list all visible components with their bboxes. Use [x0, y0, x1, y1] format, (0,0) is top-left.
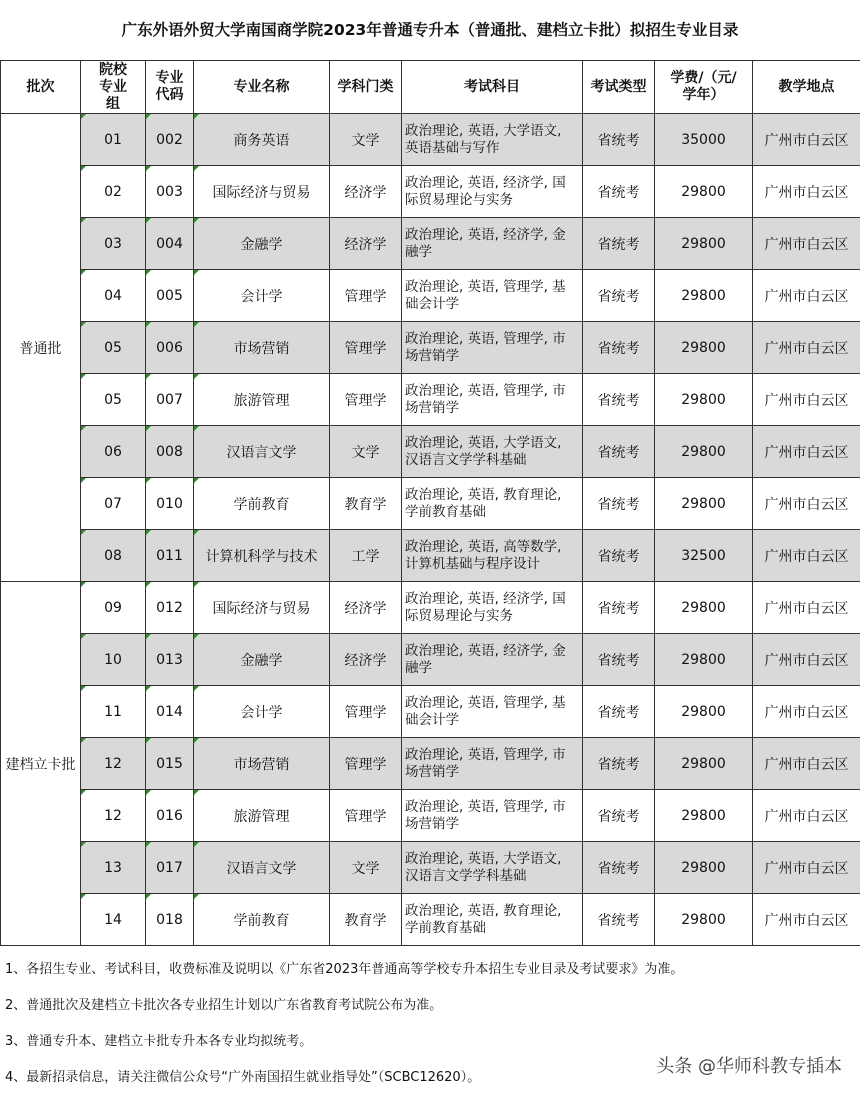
location-cell: 广州市白云区 — [753, 582, 860, 634]
header-group: 院校专业组 — [81, 61, 146, 114]
subjects-cell: 政治理论, 英语, 经济学, 金融学 — [402, 218, 583, 270]
table-row — [1, 894, 860, 946]
group-cell: 02 — [81, 166, 146, 218]
subjects-cell: 政治理论, 英语, 管理学, 市场营销学 — [402, 738, 583, 790]
code-cell: 002 — [146, 114, 194, 166]
header-location: 教学地点 — [753, 61, 860, 114]
page-title: 广东外语外贸大学南国商学院2023年普通专升本（普通批、建档立卡批）拟招生专业目录 — [121, 21, 739, 39]
group-cell: 13 — [81, 842, 146, 894]
fee-cell: 35000 — [655, 114, 753, 166]
fee-cell: 29800 — [655, 478, 753, 530]
group-cell: 12 — [81, 738, 146, 790]
exam-type-cell: 省统考 — [583, 218, 655, 270]
discipline-cell: 管理学 — [330, 738, 402, 790]
table-row — [1, 686, 860, 738]
code-cell: 011 — [146, 530, 194, 582]
discipline-cell: 管理学 — [330, 322, 402, 374]
group-cell: 03 — [81, 218, 146, 270]
table-row — [1, 530, 860, 582]
subjects-cell: 政治理论, 英语, 高等数学, 计算机基础与程序设计 — [402, 530, 583, 582]
location-cell: 广州市白云区 — [753, 218, 860, 270]
code-cell: 006 — [146, 322, 194, 374]
group-cell: 04 — [81, 270, 146, 322]
header-batch: 批次 — [1, 61, 81, 114]
group-cell: 14 — [81, 894, 146, 946]
note-item: 3、普通专升本、建档立卡批专升本各专业均拟统考。 — [5, 1034, 313, 1049]
code-cell: 018 — [146, 894, 194, 946]
discipline-cell: 文学 — [330, 114, 402, 166]
discipline-cell: 工学 — [330, 530, 402, 582]
note-item: 1、各招生专业、考试科目，收费标准及说明以《广东省2023年普通高等学校专升本招生专业目录及考试要求》为准。 — [5, 962, 684, 977]
subjects-cell: 政治理论, 英语, 经济学, 国际贸易理论与实务 — [402, 166, 583, 218]
batch-cell: 建档立卡批 — [1, 582, 81, 946]
location-cell: 广州市白云区 — [753, 322, 860, 374]
exam-type-cell: 省统考 — [583, 478, 655, 530]
table-row — [1, 738, 860, 790]
table-row — [1, 790, 860, 842]
table-row — [1, 374, 860, 426]
table-row — [1, 478, 860, 530]
major-cell: 会计学 — [194, 270, 330, 322]
exam-type-cell: 省统考 — [583, 426, 655, 478]
location-cell: 广州市白云区 — [753, 894, 860, 946]
group-cell: 09 — [81, 582, 146, 634]
fee-cell: 29800 — [655, 790, 753, 842]
discipline-cell: 文学 — [330, 842, 402, 894]
discipline-cell: 经济学 — [330, 582, 402, 634]
watermark: 头条 @华师科教专插本 — [656, 1056, 842, 1077]
subjects-cell: 政治理论, 英语, 管理学, 市场营销学 — [402, 322, 583, 374]
subjects-cell: 政治理论, 英语, 教育理论, 学前教育基础 — [402, 478, 583, 530]
discipline-cell: 管理学 — [330, 374, 402, 426]
exam-type-cell: 省统考 — [583, 114, 655, 166]
table-row — [1, 634, 860, 686]
header-major: 专业名称 — [194, 61, 330, 114]
exam-type-cell: 省统考 — [583, 582, 655, 634]
fee-cell: 32500 — [655, 530, 753, 582]
exam-type-cell: 省统考 — [583, 686, 655, 738]
fee-cell: 29800 — [655, 426, 753, 478]
code-cell: 014 — [146, 686, 194, 738]
header-exam-type: 考试类型 — [583, 61, 655, 114]
group-cell: 07 — [81, 478, 146, 530]
fee-cell: 29800 — [655, 686, 753, 738]
major-cell: 金融学 — [194, 634, 330, 686]
discipline-cell: 教育学 — [330, 478, 402, 530]
table-row — [1, 270, 860, 322]
subjects-cell: 政治理论, 英语, 管理学, 基础会计学 — [402, 686, 583, 738]
major-cell: 汉语言文学 — [194, 426, 330, 478]
major-cell: 金融学 — [194, 218, 330, 270]
table-body — [1, 114, 860, 946]
subjects-cell: 政治理论, 英语, 大学语文, 汉语言文学学科基础 — [402, 842, 583, 894]
fee-cell: 29800 — [655, 374, 753, 426]
exam-type-cell: 省统考 — [583, 634, 655, 686]
major-cell: 商务英语 — [194, 114, 330, 166]
group-cell: 06 — [81, 426, 146, 478]
major-cell: 计算机科学与技术 — [194, 530, 330, 582]
code-cell: 003 — [146, 166, 194, 218]
major-cell: 国际经济与贸易 — [194, 582, 330, 634]
exam-type-cell: 省统考 — [583, 738, 655, 790]
fee-cell: 29800 — [655, 894, 753, 946]
exam-type-cell: 省统考 — [583, 166, 655, 218]
group-cell: 12 — [81, 790, 146, 842]
exam-type-cell: 省统考 — [583, 790, 655, 842]
fee-cell: 29800 — [655, 270, 753, 322]
major-cell: 旅游管理 — [194, 374, 330, 426]
major-cell: 市场营销 — [194, 738, 330, 790]
exam-type-cell: 省统考 — [583, 374, 655, 426]
location-cell: 广州市白云区 — [753, 166, 860, 218]
exam-type-cell: 省统考 — [583, 894, 655, 946]
table-header-row — [1, 61, 860, 114]
major-cell: 学前教育 — [194, 894, 330, 946]
discipline-cell: 经济学 — [330, 166, 402, 218]
major-cell: 旅游管理 — [194, 790, 330, 842]
major-cell: 学前教育 — [194, 478, 330, 530]
header-fee: 学费/（元/学年） — [655, 61, 753, 114]
major-cell: 会计学 — [194, 686, 330, 738]
header-code: 专业代码 — [146, 61, 194, 114]
code-cell: 007 — [146, 374, 194, 426]
location-cell: 广州市白云区 — [753, 738, 860, 790]
exam-type-cell: 省统考 — [583, 530, 655, 582]
subjects-cell: 政治理论, 英语, 教育理论, 学前教育基础 — [402, 894, 583, 946]
code-cell: 010 — [146, 478, 194, 530]
table-row — [1, 582, 860, 634]
fee-cell: 29800 — [655, 842, 753, 894]
discipline-cell: 管理学 — [330, 790, 402, 842]
subjects-cell: 政治理论, 英语, 大学语文, 英语基础与写作 — [402, 114, 583, 166]
discipline-cell: 管理学 — [330, 686, 402, 738]
fee-cell: 29800 — [655, 322, 753, 374]
group-cell: 11 — [81, 686, 146, 738]
fee-cell: 29800 — [655, 218, 753, 270]
table-row — [1, 322, 860, 374]
location-cell: 广州市白云区 — [753, 374, 860, 426]
table-row — [1, 114, 860, 166]
fee-cell: 29800 — [655, 738, 753, 790]
table-row — [1, 166, 860, 218]
code-cell: 012 — [146, 582, 194, 634]
location-cell: 广州市白云区 — [753, 686, 860, 738]
batch-cell: 普通批 — [1, 114, 81, 582]
group-cell: 10 — [81, 634, 146, 686]
fee-cell: 29800 — [655, 166, 753, 218]
location-cell: 广州市白云区 — [753, 426, 860, 478]
exam-type-cell: 省统考 — [583, 270, 655, 322]
table-row — [1, 842, 860, 894]
header-discipline: 学科门类 — [330, 61, 402, 114]
subjects-cell: 政治理论, 英语, 管理学, 基础会计学 — [402, 270, 583, 322]
subjects-cell: 政治理论, 英语, 大学语文, 汉语言文学学科基础 — [402, 426, 583, 478]
subjects-cell: 政治理论, 英语, 管理学, 市场营销学 — [402, 374, 583, 426]
major-catalog-table — [0, 60, 860, 946]
exam-type-cell: 省统考 — [583, 842, 655, 894]
fee-cell: 29800 — [655, 582, 753, 634]
fee-cell: 29800 — [655, 634, 753, 686]
group-cell: 08 — [81, 530, 146, 582]
location-cell: 广州市白云区 — [753, 842, 860, 894]
group-cell: 05 — [81, 374, 146, 426]
location-cell: 广州市白云区 — [753, 790, 860, 842]
subjects-cell: 政治理论, 英语, 管理学, 市场营销学 — [402, 790, 583, 842]
major-cell: 国际经济与贸易 — [194, 166, 330, 218]
location-cell: 广州市白云区 — [753, 270, 860, 322]
group-cell: 05 — [81, 322, 146, 374]
discipline-cell: 教育学 — [330, 894, 402, 946]
code-cell: 015 — [146, 738, 194, 790]
header-subjects: 考试科目 — [402, 61, 583, 114]
discipline-cell: 经济学 — [330, 218, 402, 270]
location-cell: 广州市白云区 — [753, 478, 860, 530]
group-cell: 01 — [81, 114, 146, 166]
code-cell: 017 — [146, 842, 194, 894]
discipline-cell: 经济学 — [330, 634, 402, 686]
code-cell: 013 — [146, 634, 194, 686]
note-item: 4、最新招录信息，请关注微信公众号“广外南国招生就业指导处”（SCBC12620）。 — [5, 1070, 481, 1085]
code-cell: 016 — [146, 790, 194, 842]
table-row — [1, 218, 860, 270]
code-cell: 004 — [146, 218, 194, 270]
table-row — [1, 426, 860, 478]
exam-type-cell: 省统考 — [583, 322, 655, 374]
discipline-cell: 管理学 — [330, 270, 402, 322]
note-item: 2、普通批次及建档立卡批次各专业招生计划以广东省教育考试院公布为准。 — [5, 998, 443, 1013]
location-cell: 广州市白云区 — [753, 114, 860, 166]
subjects-cell: 政治理论, 英语, 经济学, 国际贸易理论与实务 — [402, 582, 583, 634]
code-cell: 005 — [146, 270, 194, 322]
location-cell: 广州市白云区 — [753, 530, 860, 582]
subjects-cell: 政治理论, 英语, 经济学, 金融学 — [402, 634, 583, 686]
major-cell: 市场营销 — [194, 322, 330, 374]
major-cell: 汉语言文学 — [194, 842, 330, 894]
code-cell: 008 — [146, 426, 194, 478]
location-cell: 广州市白云区 — [753, 634, 860, 686]
discipline-cell: 文学 — [330, 426, 402, 478]
